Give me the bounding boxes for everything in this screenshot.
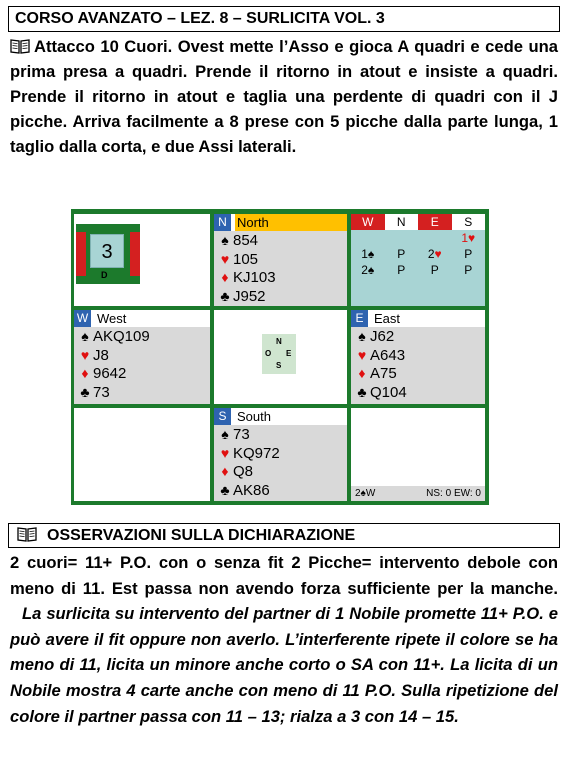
player-name: South (237, 409, 271, 424)
lead-text: Attacco 10 Cuori. Ovest mette l’Asso e gioca A quadri e cede una prima presa a quadri. Prende il ritorno in atout e insiste a quadri. Prende il ritorno in atout e taglia una perdente di quadri con il J picche. Arriva facilmente a 8 prese con 5 picche dalla parte lunga, 1 taglio dalla corta, e due Assi laterali. (10, 37, 558, 156)
north-hand (214, 214, 347, 306)
contract: 2♠W (355, 488, 376, 499)
heart-icon: ♥ (80, 346, 90, 363)
spades-holding: J62 (370, 328, 395, 345)
diamond-icon: ♦ (358, 365, 366, 381)
score: NS: 0 EW: 0 (426, 488, 481, 499)
heart-icon: ♥ (220, 444, 230, 461)
auction-round (351, 246, 485, 262)
club-icon: ♣ (220, 481, 230, 498)
bid: P (430, 263, 439, 277)
auction-header-e: E (418, 214, 452, 230)
section-body (10, 550, 558, 729)
player-name: East (374, 311, 401, 326)
bid: 1♠ (361, 247, 375, 261)
auction-round (351, 230, 485, 246)
spades-holding: AKQ109 (93, 328, 150, 345)
spade-icon: ♠ (358, 328, 366, 344)
heart-icon: ♥ (220, 250, 230, 267)
player-name: North (235, 214, 347, 231)
vulnerability-left (76, 232, 86, 276)
seat-badge: E (351, 310, 368, 327)
diamonds-holding: Q8 (233, 463, 254, 480)
bid: P (464, 263, 473, 277)
hearts-holding: J8 (93, 346, 109, 364)
spades-holding: 854 (233, 232, 259, 249)
club-icon: ♣ (80, 383, 90, 400)
diamonds-holding: A75 (370, 365, 397, 382)
hearts-holding: 105 (233, 250, 259, 268)
bid: 2♥ (427, 247, 442, 261)
book-icon (10, 38, 30, 54)
bid: 2♠ (361, 263, 375, 277)
auction-header-s: S (452, 214, 486, 230)
east-hand (351, 310, 485, 404)
diamond-icon: ♦ (221, 269, 229, 285)
spade-icon: ♠ (221, 232, 229, 248)
bid (418, 230, 452, 246)
compass-n: N (276, 337, 282, 346)
board-number: 3 (90, 234, 124, 268)
compass-e: E (286, 349, 292, 358)
dealer-label: D (101, 270, 108, 280)
bid (351, 230, 385, 246)
spade-icon: ♠ (81, 328, 89, 344)
compass-s: S (276, 361, 282, 370)
clubs-holding: Q104 (370, 383, 407, 401)
compass-rose (262, 334, 296, 374)
auction-header-w: W (351, 214, 385, 230)
compass-o: O (265, 349, 272, 358)
hearts-holding: A643 (370, 346, 406, 364)
result-line (351, 486, 485, 501)
club-icon: ♣ (357, 383, 367, 400)
auction-header-n: N (385, 214, 419, 230)
empty-cell (74, 408, 210, 501)
lead-paragraph (10, 34, 558, 159)
clubs-holding: 73 (93, 383, 110, 401)
bid: P (397, 263, 406, 277)
diamond-icon: ♦ (221, 463, 229, 479)
bridge-diagram (71, 209, 489, 505)
section-text-italic: La surlicita su intervento del partner di 1 Nobile promette 11+ P.O. e può avere il fit oppure non averlo. L’interferente ripete il colore se ha meno di 11, licita un minore anche corto o SA con 11+. La licita di un Nobile mostra 4 carte anche con meno di 11 P.O. Sulla ripetizione del colore il partner passa con 11 – 13; rialza a 3 con 14 – 15. (10, 604, 558, 726)
section-title (8, 523, 560, 548)
heart-icon: ♥ (357, 346, 367, 363)
auction-round (351, 262, 485, 278)
club-icon: ♣ (220, 287, 230, 304)
south-hand (214, 408, 347, 501)
seat-badge: S (214, 408, 231, 425)
compass-cell (214, 310, 347, 404)
section-text-plain: 2 cuori= 11+ P.O. con o senza fit 2 Picche= intervento debole con meno di 11. Est passa non avendo forza sufficiente per la manche. (10, 553, 558, 598)
bid: 1♥ (461, 231, 476, 245)
west-hand (74, 310, 210, 404)
clubs-holding: AK86 (233, 481, 270, 499)
diamond-icon: ♦ (81, 365, 89, 381)
diamonds-holding: 9642 (93, 365, 127, 382)
player-name: West (97, 311, 127, 326)
result-cell (351, 408, 485, 501)
section-title-text: OSSERVAZIONI SULLA DICHIARAZIONE (47, 527, 356, 544)
hearts-holding: KQ972 (233, 444, 280, 462)
seat-badge: W (74, 310, 91, 327)
seat-badge: N (214, 214, 231, 231)
bid: P (397, 247, 406, 261)
vulnerability-right (130, 232, 140, 276)
bid: P (464, 247, 473, 261)
diamonds-holding: KJ103 (233, 269, 276, 286)
spades-holding: 73 (233, 426, 250, 443)
spade-icon: ♠ (221, 426, 229, 442)
book-icon (17, 526, 37, 542)
page-title: CORSO AVANZATO – LEZ. 8 – SURLICITA VOL. 3 (8, 6, 560, 32)
board-info-cell (74, 214, 210, 306)
bid (385, 230, 419, 246)
auction-table (351, 214, 485, 306)
clubs-holding: J952 (233, 287, 266, 305)
